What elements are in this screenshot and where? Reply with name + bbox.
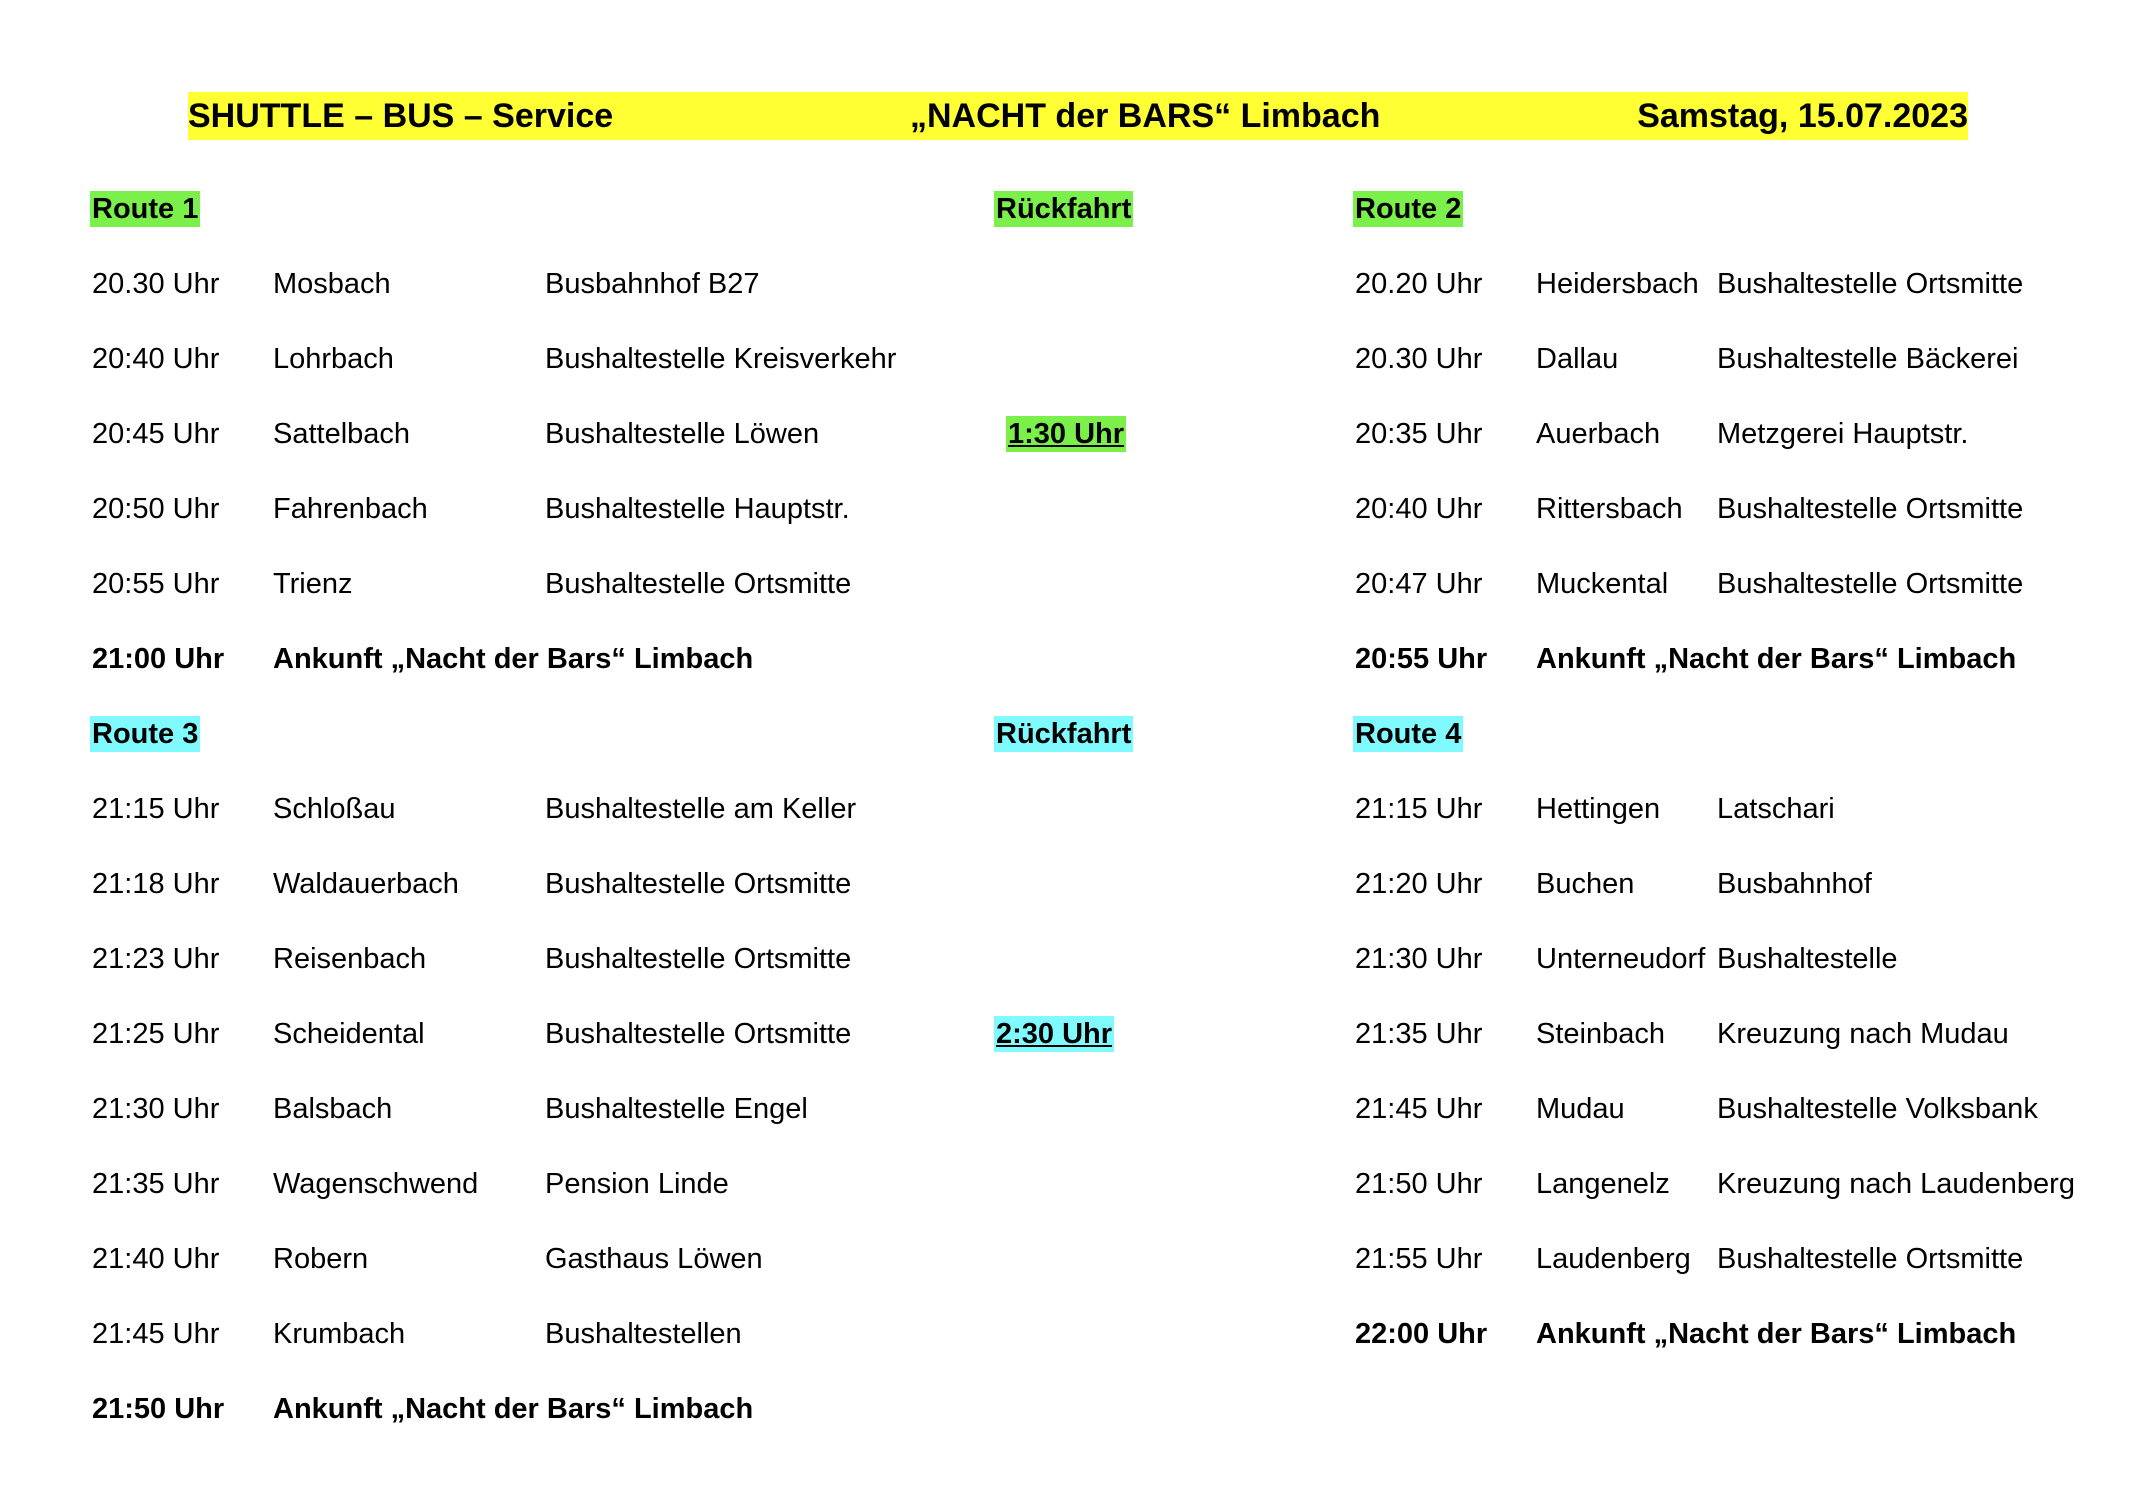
departure-time: 21:18 Uhr xyxy=(92,868,220,900)
header-service-title: SHUTTLE – BUS – Service xyxy=(188,97,614,135)
departure-time: 21:50 Uhr xyxy=(1355,1168,1483,1200)
place: Fahrenbach xyxy=(273,493,428,525)
departure-time: 20.30 Uhr xyxy=(1355,343,1483,375)
arrival-time: 22:00 Uhr xyxy=(1355,1318,1488,1350)
place: Mosbach xyxy=(273,268,391,300)
place: Muckental xyxy=(1536,568,1669,600)
arrival-text: Ankunft „Nacht der Bars“ Limbach xyxy=(1536,1318,2017,1350)
stop: Bushaltestelle Hauptstr. xyxy=(545,493,850,525)
stop: Pension Linde xyxy=(545,1168,729,1200)
place: Robern xyxy=(273,1243,369,1275)
departure-time: 21:40 Uhr xyxy=(92,1243,220,1275)
arrival-text: Ankunft „Nacht der Bars“ Limbach xyxy=(273,643,754,675)
place: Rittersbach xyxy=(1536,493,1683,525)
place: Trienz xyxy=(273,568,353,600)
departure-time: 20:40 Uhr xyxy=(92,343,220,375)
stop: Bushaltestelle Ortsmitte xyxy=(545,1018,852,1050)
route-4-label: Route 4 xyxy=(1355,718,1462,750)
place: Schloßau xyxy=(273,793,396,825)
route-3-return-label: Rückfahrt xyxy=(996,718,1132,750)
place: Reisenbach xyxy=(273,943,427,975)
place: Lohrbach xyxy=(273,343,394,375)
departure-time: 20.20 Uhr xyxy=(1355,268,1483,300)
departure-time: 21:45 Uhr xyxy=(1355,1093,1483,1125)
stop: Bushaltestelle Ortsmitte xyxy=(1717,1243,2024,1275)
place: Mudau xyxy=(1536,1093,1625,1125)
departure-time: 21:30 Uhr xyxy=(1355,943,1483,975)
stop: Kreuzung nach Laudenberg xyxy=(1717,1168,2075,1200)
stop: Bushaltestelle Ortsmitte xyxy=(545,868,852,900)
departure-time: 20.30 Uhr xyxy=(92,268,220,300)
place: Steinbach xyxy=(1536,1018,1665,1050)
place: Laudenberg xyxy=(1536,1243,1691,1275)
stop: Bushaltestelle Löwen xyxy=(545,418,820,450)
arrival-time: 21:00 Uhr xyxy=(92,643,225,675)
place: Auerbach xyxy=(1536,418,1661,450)
header-event-title: „NACHT der BARS“ Limbach xyxy=(910,97,1381,135)
place: Unterneudorf xyxy=(1536,943,1706,975)
departure-time: 21:55 Uhr xyxy=(1355,1243,1483,1275)
stop: Bushaltestelle Ortsmitte xyxy=(1717,493,2024,525)
stop: Bushaltestelle Ortsmitte xyxy=(545,568,852,600)
arrival-time: 21:50 Uhr xyxy=(92,1393,225,1425)
stop: Busbahnhof xyxy=(1717,868,1872,900)
place: Heidersbach xyxy=(1536,268,1699,300)
arrival-text: Ankunft „Nacht der Bars“ Limbach xyxy=(1536,643,2017,675)
place: Krumbach xyxy=(273,1318,406,1350)
departure-time: 20:45 Uhr xyxy=(92,418,220,450)
stop: Bushaltestellen xyxy=(545,1318,742,1350)
arrival-time: 20:55 Uhr xyxy=(1355,643,1488,675)
departure-time: 21:45 Uhr xyxy=(92,1318,220,1350)
departure-time: 21:25 Uhr xyxy=(92,1018,220,1050)
stop: Bushaltestelle xyxy=(1717,943,1898,975)
stop: Busbahnhof B27 xyxy=(545,268,760,300)
departure-time: 20:50 Uhr xyxy=(92,493,220,525)
place: Sattelbach xyxy=(273,418,411,450)
route-3-return-time: 2:30 Uhr xyxy=(996,1018,1113,1050)
place: Wagenschwend xyxy=(273,1168,479,1200)
route-1-label: Route 1 xyxy=(92,193,199,225)
route-3-label: Route 3 xyxy=(92,718,199,750)
arrival-text: Ankunft „Nacht der Bars“ Limbach xyxy=(273,1393,754,1425)
route-2-label: Route 2 xyxy=(1355,193,1462,225)
departure-time: 20:35 Uhr xyxy=(1355,418,1483,450)
stop: Bushaltestelle Engel xyxy=(545,1093,808,1125)
stop: Bushaltestelle Ortsmitte xyxy=(1717,268,2024,300)
stop: Gasthaus Löwen xyxy=(545,1243,763,1275)
departure-time: 21:35 Uhr xyxy=(1355,1018,1483,1050)
stop: Latschari xyxy=(1717,793,1835,825)
place: Dallau xyxy=(1536,343,1619,375)
stop: Bushaltestelle Ortsmitte xyxy=(545,943,852,975)
place: Balsbach xyxy=(273,1093,393,1125)
departure-time: 21:35 Uhr xyxy=(92,1168,220,1200)
place: Buchen xyxy=(1536,868,1635,900)
departure-time: 21:15 Uhr xyxy=(92,793,220,825)
departure-time: 21:20 Uhr xyxy=(1355,868,1483,900)
stop: Kreuzung nach Mudau xyxy=(1717,1018,2009,1050)
stop: Bushaltestelle Volksbank xyxy=(1717,1093,2038,1125)
place: Waldauerbach xyxy=(273,868,459,900)
route-1-return-time: 1:30 Uhr xyxy=(1008,418,1125,450)
place: Hettingen xyxy=(1536,793,1661,825)
departure-time: 21:30 Uhr xyxy=(92,1093,220,1125)
stop: Bushaltestelle am Keller xyxy=(545,793,857,825)
stop: Bushaltestelle Ortsmitte xyxy=(1717,568,2024,600)
route-1-return-label: Rückfahrt xyxy=(996,193,1132,225)
stop: Metzgerei Hauptstr. xyxy=(1717,418,1969,450)
departure-time: 20:55 Uhr xyxy=(92,568,220,600)
place: Langenelz xyxy=(1536,1168,1670,1200)
departure-time: 21:23 Uhr xyxy=(92,943,220,975)
departure-time: 20:47 Uhr xyxy=(1355,568,1483,600)
place: Scheidental xyxy=(273,1018,425,1050)
header-date: Samstag, 15.07.2023 xyxy=(1637,97,1968,135)
stop: Bushaltestelle Bäckerei xyxy=(1717,343,2019,375)
stop: Bushaltestelle Kreisverkehr xyxy=(545,343,897,375)
document-header xyxy=(188,92,1968,140)
departure-time: 20:40 Uhr xyxy=(1355,493,1483,525)
departure-time: 21:15 Uhr xyxy=(1355,793,1483,825)
